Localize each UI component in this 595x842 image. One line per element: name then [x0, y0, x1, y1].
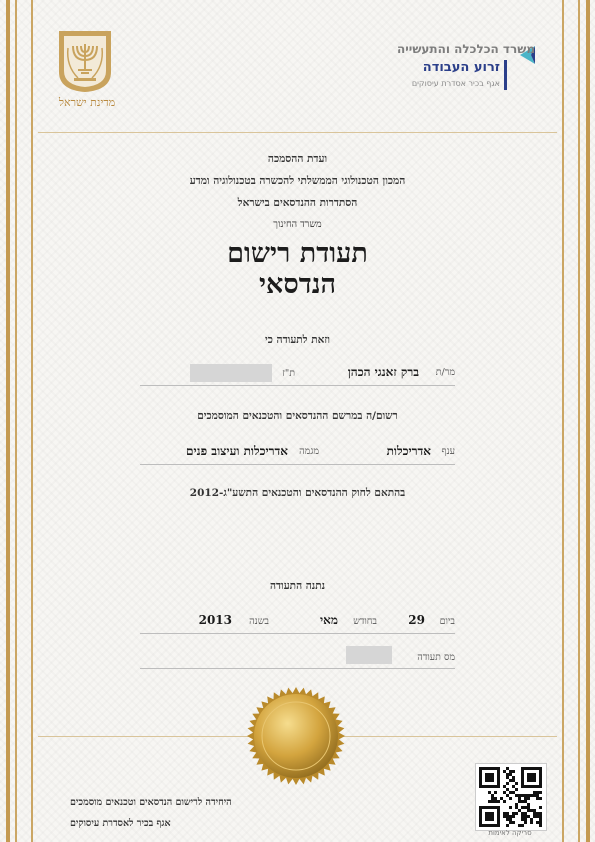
underline	[140, 668, 455, 669]
month-label: בחודש	[353, 616, 377, 627]
committee-line: משרד החינוך	[273, 219, 322, 230]
redacted-certificate-number	[346, 646, 392, 664]
state-name: מדינת ישראל	[58, 96, 116, 109]
committee-line: ועדת ההסמכה	[267, 153, 328, 165]
gold-seal-icon	[246, 686, 346, 786]
certificate-title: הנדסאי	[258, 269, 337, 300]
underline	[140, 464, 455, 465]
ministry-arm: זרוע העבודה	[422, 60, 500, 75]
holder-name: ברק זאנגי הכהן	[347, 365, 419, 379]
certificate-number-label: מס תעודה	[417, 652, 455, 663]
ministry-department: אגף בכיר אסדרת עיסוקים	[411, 79, 500, 88]
law-text: בהתאם לחוק ההנדסאים והטכנאים התשע"ג-2012	[189, 487, 406, 499]
certificate-title: תעודת רישום	[227, 238, 368, 269]
ministry-name: משרד הכלכלה והתעשייה	[397, 42, 535, 56]
committee-line: הסתדרות ההנדסאים בישראל	[237, 197, 358, 209]
branch-value: אדריכלות	[386, 444, 431, 458]
holder-prefix: מר/ת	[435, 367, 455, 378]
major-value: אדריכלות ועיצוב פנים	[186, 444, 288, 458]
id-label: ת"ז	[282, 368, 295, 379]
issued-text: נתנה התעודה	[269, 580, 326, 592]
certify-text: וזאת לתעודה כי	[265, 334, 330, 346]
qr-label: סריקה לאימות	[488, 829, 532, 837]
day-value: 29	[408, 613, 425, 627]
ministry-accent-bar	[504, 60, 507, 90]
underline	[140, 385, 455, 386]
branch-label: ענף	[441, 446, 455, 457]
state-emblem-icon	[56, 28, 114, 94]
divider	[38, 132, 557, 133]
year-label: בשנה	[249, 616, 269, 627]
footer-unit: היחידה לרישום הנדסאים וטכנאים מוסמכים	[70, 797, 232, 808]
major-label: מגמה	[299, 446, 319, 457]
day-label: ביום	[439, 616, 455, 627]
redacted-id	[190, 364, 272, 382]
verification-qr-code[interactable]	[475, 763, 547, 831]
footer-department: אגף בכיר לאסדרת עיסוקים	[70, 818, 171, 829]
year-value: 2013	[198, 613, 232, 627]
month-value: מאי	[320, 613, 338, 627]
underline	[140, 633, 455, 634]
registered-text: רשום/ה במרשם ההנדסאים והטכנאים המוסמכים	[197, 410, 398, 422]
committee-line: המכון הטכנולוגי הממשלתי להכשרה בטכנולוגיה ומדע	[189, 175, 406, 187]
